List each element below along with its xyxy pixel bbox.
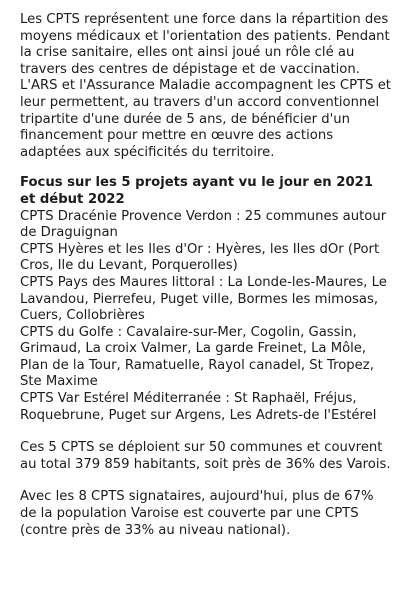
- cpts-item-hyeres: CPTS Hyères et les Iles d'Or : Hyères, les Iles dOr (Port Cros, Ile du Levant, Porquerolles): [20, 241, 380, 274]
- article-body: [20, 12, 392, 539]
- cpts-item-maures: CPTS Pays des Maures littoral : La Londe-les-Maures, Le Lavandou, Pierrefeu, Puget ville, Bormes les mimosas, Cuers, Collobrières: [20, 274, 387, 324]
- cpts-item-dracenie: CPTS Dracénie Provence Verdon : 25 communes autour de Draguignan: [20, 208, 387, 241]
- cpts-item-golfe: CPTS du Golfe : Cavalaire-sur-Mer, Cogolin, Gassin, Grimaud, La croix Valmer, La garde Freinet, La Môle, Plan de la Tour, Ramatuelle, Rayol canadel, St Tropez, Ste Maxime: [20, 324, 374, 390]
- intro-paragraph-2: L'ARS et l'Assurance Maladie accompagnent les CPTS et leur permettent, au travers d'un accord conventionnel tripartite d'une durée de 5 ans, de bénéficier d'un financement pour mettre en œuvre des actions adaptées aux spécificités du territoire.: [20, 78, 391, 160]
- summary-paragraph-2: Avec les 8 CPTS signataires, aujourd'hui, plus de 67% de la population Varoise est couverte par une CPTS (contre près de 33% au niveau national).: [20, 489, 374, 538]
- focus-heading: Focus sur les 5 projets ayant vu le jour en 2021 et début 2022: [20, 175, 373, 207]
- cpts-list: [20, 209, 392, 425]
- intro-paragraph-1: Les CPTS représentent une force dans la répartition des moyens médicaux et l'orientation des patients. Pendant la crise sanitaire, elles ont ainsi joué un rôle clé au travers des centres de dépistage et de vaccination.: [20, 12, 390, 77]
- summary-paragraph-1: Ces 5 CPTS se déploient sur 50 communes et couvrent au total 379 859 habitants, soit près de 36% des Varois.: [20, 440, 391, 472]
- cpts-item-esterel: CPTS Var Estérel Méditerranée : St Raphaël, Fréjus, Roquebrune, Puget sur Argens, Les Adrets-de l'Estérel: [20, 391, 377, 423]
- spacer: [20, 161, 392, 175]
- spacer: [20, 473, 392, 489]
- spacer: [20, 424, 392, 440]
